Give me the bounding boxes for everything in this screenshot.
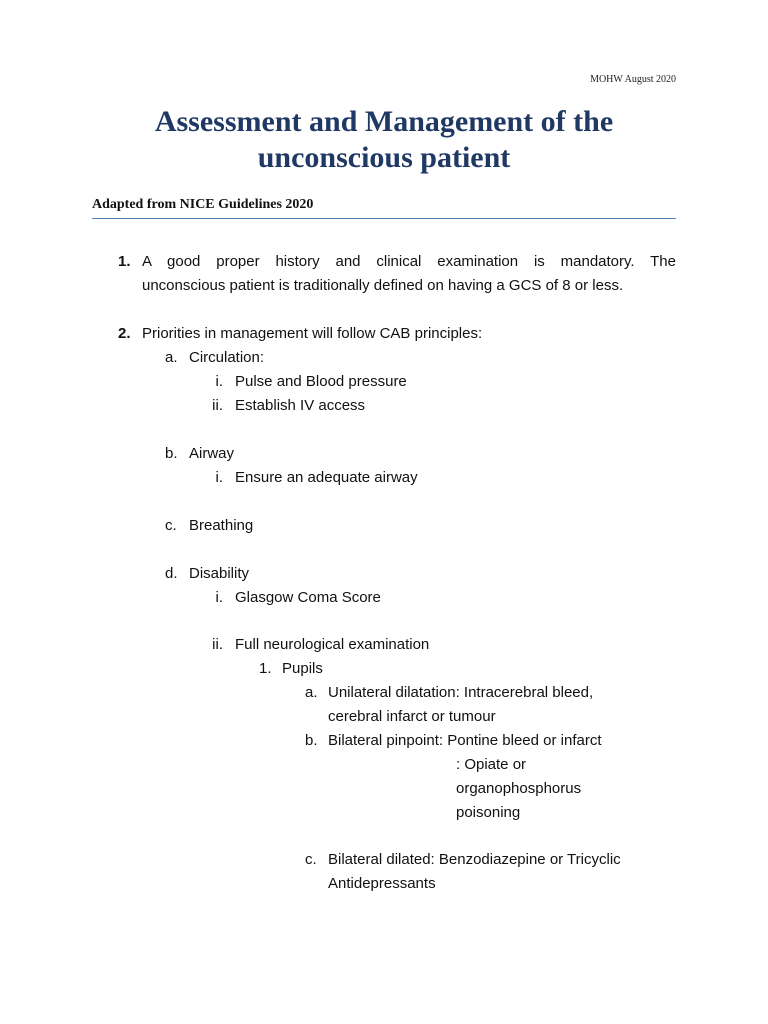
pupils-b-letter: b. [305,732,318,749]
pupils-a-letter: a. [305,684,318,701]
item-2d-letter: d. [165,565,178,582]
date-stamp: MOHW August 2020 [590,74,676,85]
item-2b-text: Airway [189,445,235,462]
item-2a-ii-numeral: ii. [212,397,223,414]
item-1-line-1: A good proper history and clinical examination is mandatory. The [142,253,676,270]
pupils-c-letter: c. [305,851,317,868]
pupils-a-line-2: cerebral infarct or tumour [328,708,496,725]
item-1-text [142,250,676,298]
item-1-line-2: unconscious patient is traditionally defined on having a GCS of 8 or less. [142,277,624,294]
pupils-b-continuation-2: organophosphorus [456,780,582,797]
item-2d-ii-numeral: ii. [212,636,223,653]
item-2b-i-numeral: i. [215,469,223,486]
pupils-c-line-2: Antidepressants [328,875,436,892]
item-2a-letter: a. [165,349,178,366]
item-2a-i-text: Pulse and Blood pressure [235,373,407,390]
item-2c-text: Breathing [189,517,254,534]
item-2a-i-numeral: i. [215,373,223,390]
header-divider [92,218,676,219]
page-title: Assessment and Management of the unconscious patient [154,105,614,174]
item-2-text: Priorities in management will follow CAB principles: [142,325,483,342]
item-2a-ii-text: Establish IV access [235,397,366,414]
pupils-a-line-1: Unilateral dilatation: Intracerebral bleed, [328,684,594,701]
pupils-b-continuation-3: poisoning [456,804,521,821]
pupils-b-continuation-1: : Opiate or [456,756,527,773]
pupils-number: 1. [259,660,272,677]
item-2-number: 2. [118,325,131,342]
item-1-number: 1. [118,253,131,270]
item-2c-letter: c. [165,517,177,534]
item-2d-ii-text: Full neurological examination [235,636,430,653]
pupils-c-line-1: Bilateral dilated: Benzodiazepine or Tricyclic [328,851,621,868]
pupils-text: Pupils [282,660,323,677]
pupils-b-text: Bilateral pinpoint: Pontine bleed or infarct [328,732,602,749]
item-2d-text: Disability [189,565,250,582]
page-subtitle: Adapted from NICE Guidelines 2020 [92,197,314,212]
item-2b-letter: b. [165,445,178,462]
item-2d-i-text: Glasgow Coma Score [235,589,381,606]
item-2a-text: Circulation: [189,349,265,366]
item-2d-i-numeral: i. [215,589,223,606]
item-2b-i-text: Ensure an adequate airway [235,469,418,486]
